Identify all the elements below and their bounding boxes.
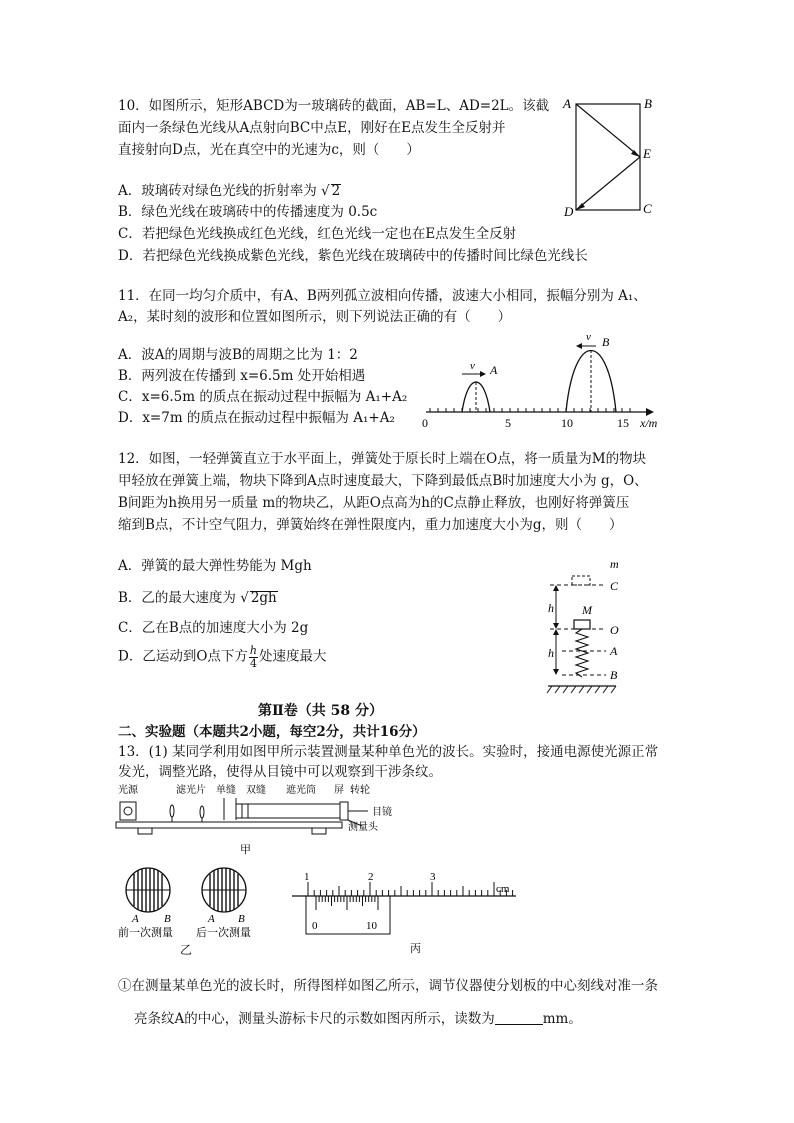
label-D: D [564,204,574,219]
main-tick-1: 1 [304,871,310,883]
q13-stem-line2: 发光，调整光路，使得从目镜中可以观察到干涉条纹。 [118,764,442,780]
apparatus-figure [112,782,412,856]
q12-stem-line3: B间距为h换用另一质量 m的物块乙，从距O点高为h的C点静止释放，也刚好将弹簧压 [118,495,630,511]
label-C: C [643,201,652,216]
label-M: M [582,603,592,617]
label-screen: 屏 [334,785,344,796]
label-A: A [610,644,618,658]
q13-stem-line1: 13．(1) 某同学利用如图甲所示装置测量某种单色光的波长。实验时，接通电源使光源正常 [118,744,659,760]
fringe-before: 前一次测量 [118,927,173,939]
q11-option-c[interactable]: C．x=6.5m 的质点在振动过程中振幅为 A₁+A₂ [118,389,408,405]
q12-option-d-fraction: $\frac{h}{4}$ [249,644,257,670]
q11-wave-figure [418,328,676,432]
label-C: C [610,579,619,593]
q12-stem-line1: 12．如图，一轻弹簧直立于水平面上，弹簧处于原长时上端在O点，将一质量为M的物块 [118,451,647,467]
q10-stem-line3: 直接射向D点，光在真空中的光速为c，则（ ） [118,142,420,158]
q10-option-c[interactable]: C．若把绿色光线换成红色光线，红色光线一定也在E点发生全反射 [118,226,517,242]
q10-rectangle-figure [560,92,660,222]
q13-sub1-line1: ①在测量某单色光的波长时，所得图样如图乙所示，调节仪器使分划板的中心刻线对准一条 [118,978,658,994]
label-wheel: 转轮 [350,785,370,796]
caption-jia: 甲 [240,844,251,856]
label-A: A [563,96,571,111]
q10-option-d[interactable]: D．若把绿色光线换成紫色光线，紫色光线在玻璃砖中的传播时间比绿色光线长 [118,248,588,264]
q12-option-d-suffix: 处速度最大 [259,648,327,665]
wave-a-velocity: v [470,360,475,372]
fringe-label-a1: A [132,913,139,925]
answer-blank[interactable] [495,1012,543,1025]
wave-b-label: B [602,335,610,349]
q12-stem-line2: 甲轻放在弹簧上端，物块下降到A点时速度最大，下降到最低点B时加速度大小为 g，O、 [118,473,648,489]
fringe-label-a2: A [208,913,215,925]
q12-option-a[interactable]: A．弹簧的最大弹性势能为 Mgh [118,558,312,574]
q12-stem-line4: 缩到B点，不计空气阻力，弹簧始终在弹性限度内，重力加速度大小为g，则（ ） [118,517,623,533]
label-filter: 滤光片 [176,785,206,796]
label-tube: 遮光筒 [286,785,316,796]
fringe-label-b1: B [164,913,171,925]
label-O: O [610,623,619,637]
wave-a-label: A [490,363,498,377]
axis-label: x/m [640,416,658,430]
q12-option-c[interactable]: C．乙在B点的加速度大小为 2g [118,620,309,636]
q13-sub1-text: 亮条纹A的中心，测量头游标卡尺的示数如图丙所示，读数为 [134,1011,495,1027]
q10-option-b[interactable]: B．绿色光线在玻璃砖中的传播速度为 0.5c [118,204,378,220]
fringe-label-b2: B [238,913,245,925]
q13-sub1-unit: mm。 [542,1011,582,1027]
tick-0: 0 [422,416,428,430]
caption-yi: 乙 [180,943,193,957]
q11-stem-line2: A₂，某时刻的波形和位置如图所示，则下列说法正确的有（ ） [118,309,512,325]
wave-b-velocity: v [586,331,591,343]
label-double-slit: 双缝 [246,785,266,796]
q12-option-d[interactable] [118,645,327,669]
label-B: B [644,96,652,111]
q12-option-d-text: D．乙运动到O点下方 [118,648,248,665]
label-h-lower: h [548,646,554,660]
label-h-upper: h [548,601,554,615]
label-m: m [610,557,619,571]
q13-sub1-line2 [134,1012,582,1027]
q12-option-b[interactable] [118,591,278,606]
label-light-source: 光源 [118,785,138,796]
fringe-after: 后一次测量 [196,927,251,939]
label-measuring-head: 测量头 [348,822,378,833]
vernier-tick-0: 0 [312,920,318,932]
fringe-figure [118,862,278,946]
q10-option-a-value: 2 [331,183,341,199]
q11-option-b[interactable]: B．两列波在传播到 x=6.5m 处开始相遇 [118,368,366,384]
vernier-tick-10: 10 [366,920,377,932]
q10-option-a-radical: √ [321,183,330,199]
label-B: B [610,668,618,682]
label-eyepiece: 目镜 [372,807,392,818]
q10-option-a-text: A．玻璃砖对绿色光线的折射率为 [118,183,322,199]
unit-cm: cm [496,883,510,895]
q11-option-a[interactable]: A．波A的周期与波B的周期之比为 1：2 [118,347,358,363]
q12-option-b-value: 2gh [250,590,277,606]
q10-stem-line1: 10．如图所示，矩形ABCD为一玻璃砖的截面，AB=L、AD=2L。该截 [118,98,550,114]
vernier-figure [288,866,528,956]
q10-stem-line2: 面内一条绿色光线从A点射向BC中点E，刚好在E点发生全反射并 [118,120,506,136]
section2-heading: 二、实验题（本题共2小题，每空2分，共计16分） [118,724,426,740]
label-E: E [643,146,651,161]
q11-stem-line1: 11．在同一均匀介质中，有A、B两列孤立波相向传播，波速大小相同，振幅分别为 A₁、 [118,288,647,304]
label-single-slit: 单缝 [216,785,236,796]
section2-title: 第Ⅱ卷（共 58 分） [258,703,384,719]
q10-option-a[interactable] [118,184,341,199]
main-tick-3: 3 [430,871,436,883]
q12-option-b-text: B．乙的最大速度为 [118,590,241,606]
main-tick-2: 2 [368,871,374,883]
q12-spring-figure [540,556,650,706]
q11-option-d[interactable]: D．x=7m 的质点在振动过程中振幅为 A₁+A₂ [118,410,395,426]
tick-15: 15 [617,416,629,430]
q12-option-b-radical: √ [240,590,249,606]
caption-bing: 丙 [410,943,421,955]
tick-5: 5 [505,416,511,430]
tick-10: 10 [561,416,573,430]
